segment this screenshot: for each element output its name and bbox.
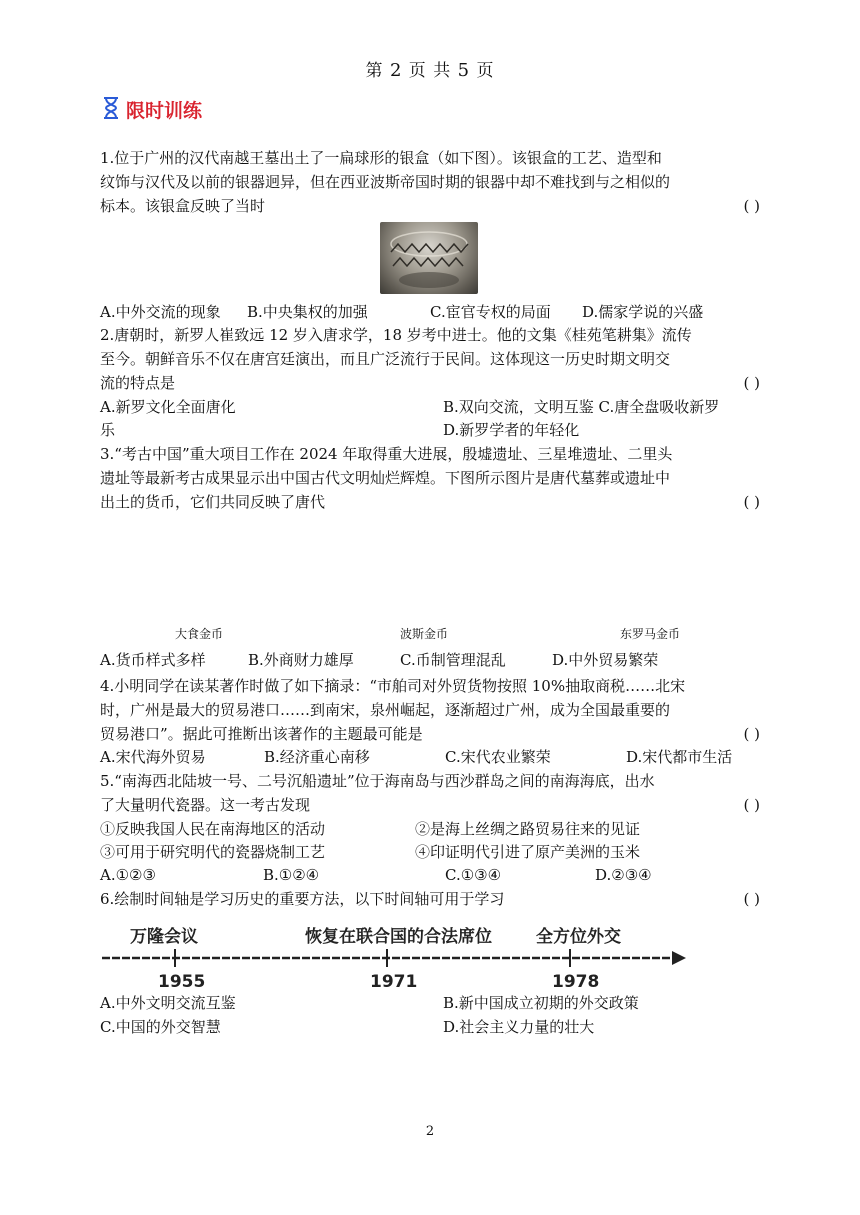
q2-option-bc[interactable]: B.双向交流，文明互鉴 C.唐全盘吸收新罗 — [443, 398, 720, 416]
q3-option-a[interactable]: A.货币样式多样 — [100, 651, 206, 669]
q2-option-d[interactable]: D.新罗学者的年轻化 — [443, 421, 580, 439]
q5-line-1: 5.“南海西北陆坡一号、二号沉船遗址”位于海南岛与西沙群岛之间的南海海底，出水 — [100, 772, 655, 790]
q1-line-3 — [100, 194, 760, 218]
q5-option-b[interactable]: B.①②④ — [263, 866, 320, 884]
q4-line-1: 4.小明同学在读某著作时做了如下摘录：“市舶司对外贸货物按照 10%抽取商税……北宋 — [100, 677, 686, 695]
q3-line-2: 遗址等最新考古成果显示出中国古代文明灿烂辉煌。下图所示图片是唐代墓葬或遗址中 — [100, 469, 671, 487]
q6-line-1-text: 6.绘制时间轴是学习历史的重要方法，以下时间轴可用于学习 — [100, 890, 505, 908]
q6-line-1 — [100, 887, 760, 911]
q3-line-3-text: 出土的货币，它们共同反映了唐代 — [100, 493, 326, 511]
coin-label-bosi: 波斯金币 — [400, 627, 449, 641]
q2-line-3 — [100, 371, 760, 395]
timeline-event-1: 万隆会议 — [130, 927, 198, 947]
q4-line-3 — [100, 722, 760, 746]
q2-line-3-text: 流的特点是 — [100, 374, 176, 392]
q5-line-2 — [100, 793, 760, 817]
section-heading — [102, 96, 202, 123]
q1-line-1: 1.位于广州的汉代南越王墓出土了一扁球形的银盒（如下图）。该银盒的工艺、造型和 — [100, 149, 662, 167]
q5-statement-1: ①反映我国人民在南海地区的活动 — [100, 820, 326, 838]
answer-bracket: ( ) — [743, 796, 760, 814]
q6-option-a[interactable]: A.中外文明交流互鉴 — [100, 994, 236, 1012]
section-title: 限时训练 — [126, 100, 203, 122]
q4-line-2: 时，广州是最大的贸易港口……到南宋，泉州崛起，逐渐超过广州，成为全国最重要的 — [100, 701, 671, 719]
timeline-diagram — [100, 925, 690, 995]
q2-line-1: 2.唐朝时，新罗人崔致远 12 岁入唐求学，18 岁考中进士。他的文集《桂苑笔耕集》流传 — [100, 326, 692, 344]
answer-bracket: ( ) — [743, 890, 760, 908]
q3-option-b[interactable]: B.外商财力雄厚 — [248, 651, 354, 669]
q1-option-a[interactable]: A.中外交流的现象 — [100, 303, 221, 321]
q2-option-a[interactable]: A.新罗文化全面唐化 — [100, 398, 236, 416]
coin-label-dashi: 大食金币 — [175, 627, 224, 641]
q4-option-b[interactable]: B.经济重心南移 — [264, 748, 370, 766]
q5-option-d[interactable]: D.②③④ — [595, 866, 652, 884]
q4-option-d[interactable]: D.宋代都市生活 — [626, 748, 733, 766]
page-number: 2 — [425, 1124, 435, 1139]
q6-option-b[interactable]: B.新中国成立初期的外交政策 — [443, 994, 639, 1012]
q5-option-c[interactable]: C.①③④ — [445, 866, 502, 884]
answer-bracket: ( ) — [743, 493, 760, 511]
header-prefix: 第 — [365, 61, 384, 81]
q5-line-2-text: 了大量明代瓷器。这一考古发现 — [100, 796, 311, 814]
timeline-event-2: 恢复在联合国的合法席位 — [305, 927, 492, 947]
header-page: 2 — [389, 60, 403, 81]
q5-statement-3: ③可用于研究明代的瓷器烧制工艺 — [100, 843, 326, 861]
timeline-arrow-icon — [672, 951, 686, 965]
timeline-year-3: 1978 — [552, 972, 600, 992]
page-header — [0, 56, 860, 81]
answer-bracket: ( ) — [743, 374, 760, 392]
q2-option-c-cont: 乐 — [100, 421, 116, 439]
answer-bracket: ( ) — [743, 197, 760, 215]
q6-option-d[interactable]: D.社会主义力量的壮大 — [443, 1018, 595, 1036]
header-total: 5 — [457, 60, 471, 81]
q3-option-c[interactable]: C.币制管理混乱 — [400, 651, 506, 669]
hourglass-icon — [102, 97, 120, 123]
q3-line-1: 3.“考古中国”重大项目工作在 2024 年取得重大进展，殷墟遗址、三星堆遗址、二里头 — [100, 445, 673, 463]
q3-option-d[interactable]: D.中外贸易繁荣 — [552, 651, 659, 669]
timeline-year-1: 1955 — [158, 972, 206, 992]
q1-option-d[interactable]: D.儒家学说的兴盛 — [582, 303, 704, 321]
silver-box-image — [380, 222, 478, 294]
coin-label-dongluoma: 东罗马金币 — [620, 627, 681, 641]
header-mid: 页 共 — [408, 61, 452, 81]
q1-option-c[interactable]: C.宦官专权的局面 — [430, 303, 551, 321]
q1-line-2: 纹饰与汉代及以前的银器迥异，但在西亚波斯帝国时期的银器中却不难找到与之相似的 — [100, 173, 671, 191]
q5-statement-2: ②是海上丝绸之路贸易往来的见证 — [415, 820, 641, 838]
q3-line-3 — [100, 490, 760, 514]
answer-bracket: ( ) — [743, 725, 760, 743]
timeline-event-3: 全方位外交 — [536, 927, 621, 947]
q1-line-3-text: 标本。该银盒反映了当时 — [100, 197, 266, 215]
q4-line-3-text: 贸易港口”。据此可推断出该著作的主题最可能是 — [100, 725, 423, 743]
q1-option-b[interactable]: B.中央集权的加强 — [247, 303, 368, 321]
q5-option-a[interactable]: A.①②③ — [100, 866, 156, 884]
q4-option-c[interactable]: C.宋代农业繁荣 — [445, 748, 551, 766]
q2-line-2: 至今。朝鲜音乐不仅在唐宫廷演出，而且广泛流行于民间。这体现这一历史时期文明交 — [100, 350, 671, 368]
q5-statement-4: ④印证明代引进了原产美洲的玉米 — [415, 843, 641, 861]
q4-option-a[interactable]: A.宋代海外贸易 — [100, 748, 206, 766]
q6-option-c[interactable]: C.中国的外交智慧 — [100, 1018, 221, 1036]
timeline-year-2: 1971 — [370, 972, 418, 992]
header-suffix: 页 — [476, 61, 495, 81]
